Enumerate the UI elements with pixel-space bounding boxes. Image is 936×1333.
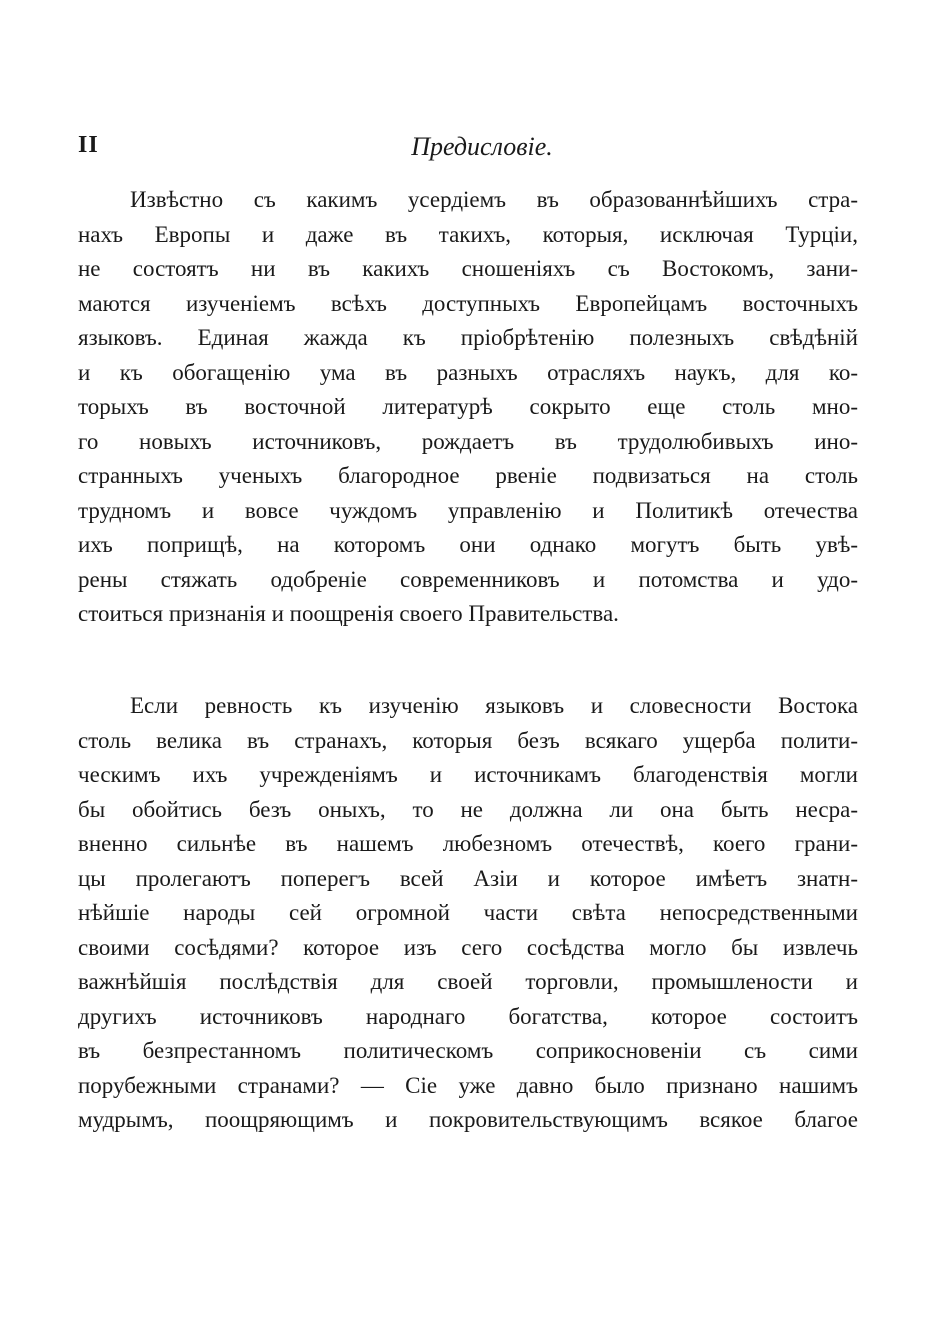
text-line: столь велика въ странахъ, которыя безъ всякаго ущерба полити-	[78, 727, 858, 753]
text-line: другихъ источниковъ народнаго богатства, которое состоитъ	[78, 1003, 858, 1029]
text-line: маются изученіемъ всѣхъ доступныхъ Европейцамъ восточныхъ	[78, 290, 858, 316]
text-line: бы обойтись безъ оныхъ, то не должна ли она быть несра-	[78, 796, 858, 822]
text-line: трудномъ и вовсе чуждомъ управленію и Политикѣ отечества	[78, 497, 858, 523]
paragraph	[78, 183, 858, 632]
page-number: II	[78, 132, 99, 158]
text-line: своими сосѣдями? которое изъ сего сосѣдства могло бы извлечь	[78, 934, 858, 960]
text-line: странныхъ ученыхъ благородное рвеніе подвизаться на столь	[78, 463, 858, 488]
text-line: ихъ поприщѣ, на которомъ они однако могутъ быть увѣ-	[78, 532, 858, 557]
paragraph	[78, 689, 858, 1138]
text-line: стоиться признанія и поощренія своего Правительства.	[78, 601, 619, 626]
text-line: рены стяжать одобреніе современниковъ и потомства и удо-	[78, 566, 858, 592]
text-line: вненно сильнѣе въ нашемъ любезномъ отечествѣ, коего грани-	[78, 831, 858, 856]
text-line: мудрымъ, поощряющимъ и покровительствующимъ всякое благое	[78, 1107, 858, 1132]
text-line: Если ревность къ изученію языковъ и словесности Востока	[130, 693, 858, 718]
text-line: важнѣйшія послѣдствія для своей торговли, промышлености и	[78, 969, 858, 994]
text-line: не состоятъ ни въ какихъ сношеніяхъ съ Востокомъ, зани-	[78, 256, 858, 281]
text-line: торыхъ въ восточной литературѣ сокрыто еще столь мно-	[78, 394, 858, 419]
text-line: цы пролегаютъ поперегъ всей Азіи и которое имѣетъ знатн-	[78, 865, 858, 891]
text-line: нахъ Европы и даже въ такихъ, которыя, исключая Турціи,	[78, 221, 858, 247]
text-line: го новыхъ источниковъ, рождаетъ въ трудолюбивыхъ ино-	[78, 428, 858, 454]
running-head	[78, 132, 858, 164]
text-line: языковъ. Единая жажда къ пріобрѣтенію полезныхъ свѣдѣній	[78, 325, 858, 350]
text-line: и къ обогащенію ума въ разныхъ отрасляхъ наукъ, для ко-	[78, 359, 858, 385]
text-line: порубежными странами? — Сіе уже давно было признано нашимъ	[78, 1072, 858, 1098]
text-line: ческимъ ихъ учрежденіямъ и источникамъ благоденствія могли	[78, 762, 858, 787]
text-line: въ безпрестанномъ политическомъ соприкосновеніи съ сими	[78, 1038, 858, 1063]
running-title: Предисловіе.	[411, 132, 553, 161]
text-line: Извѣстно съ какимъ усердіемъ въ образованнѣйшихъ стра-	[130, 187, 858, 212]
text-line: нѣйшіе народы сей огромной части свѣта непосредственными	[78, 900, 858, 925]
